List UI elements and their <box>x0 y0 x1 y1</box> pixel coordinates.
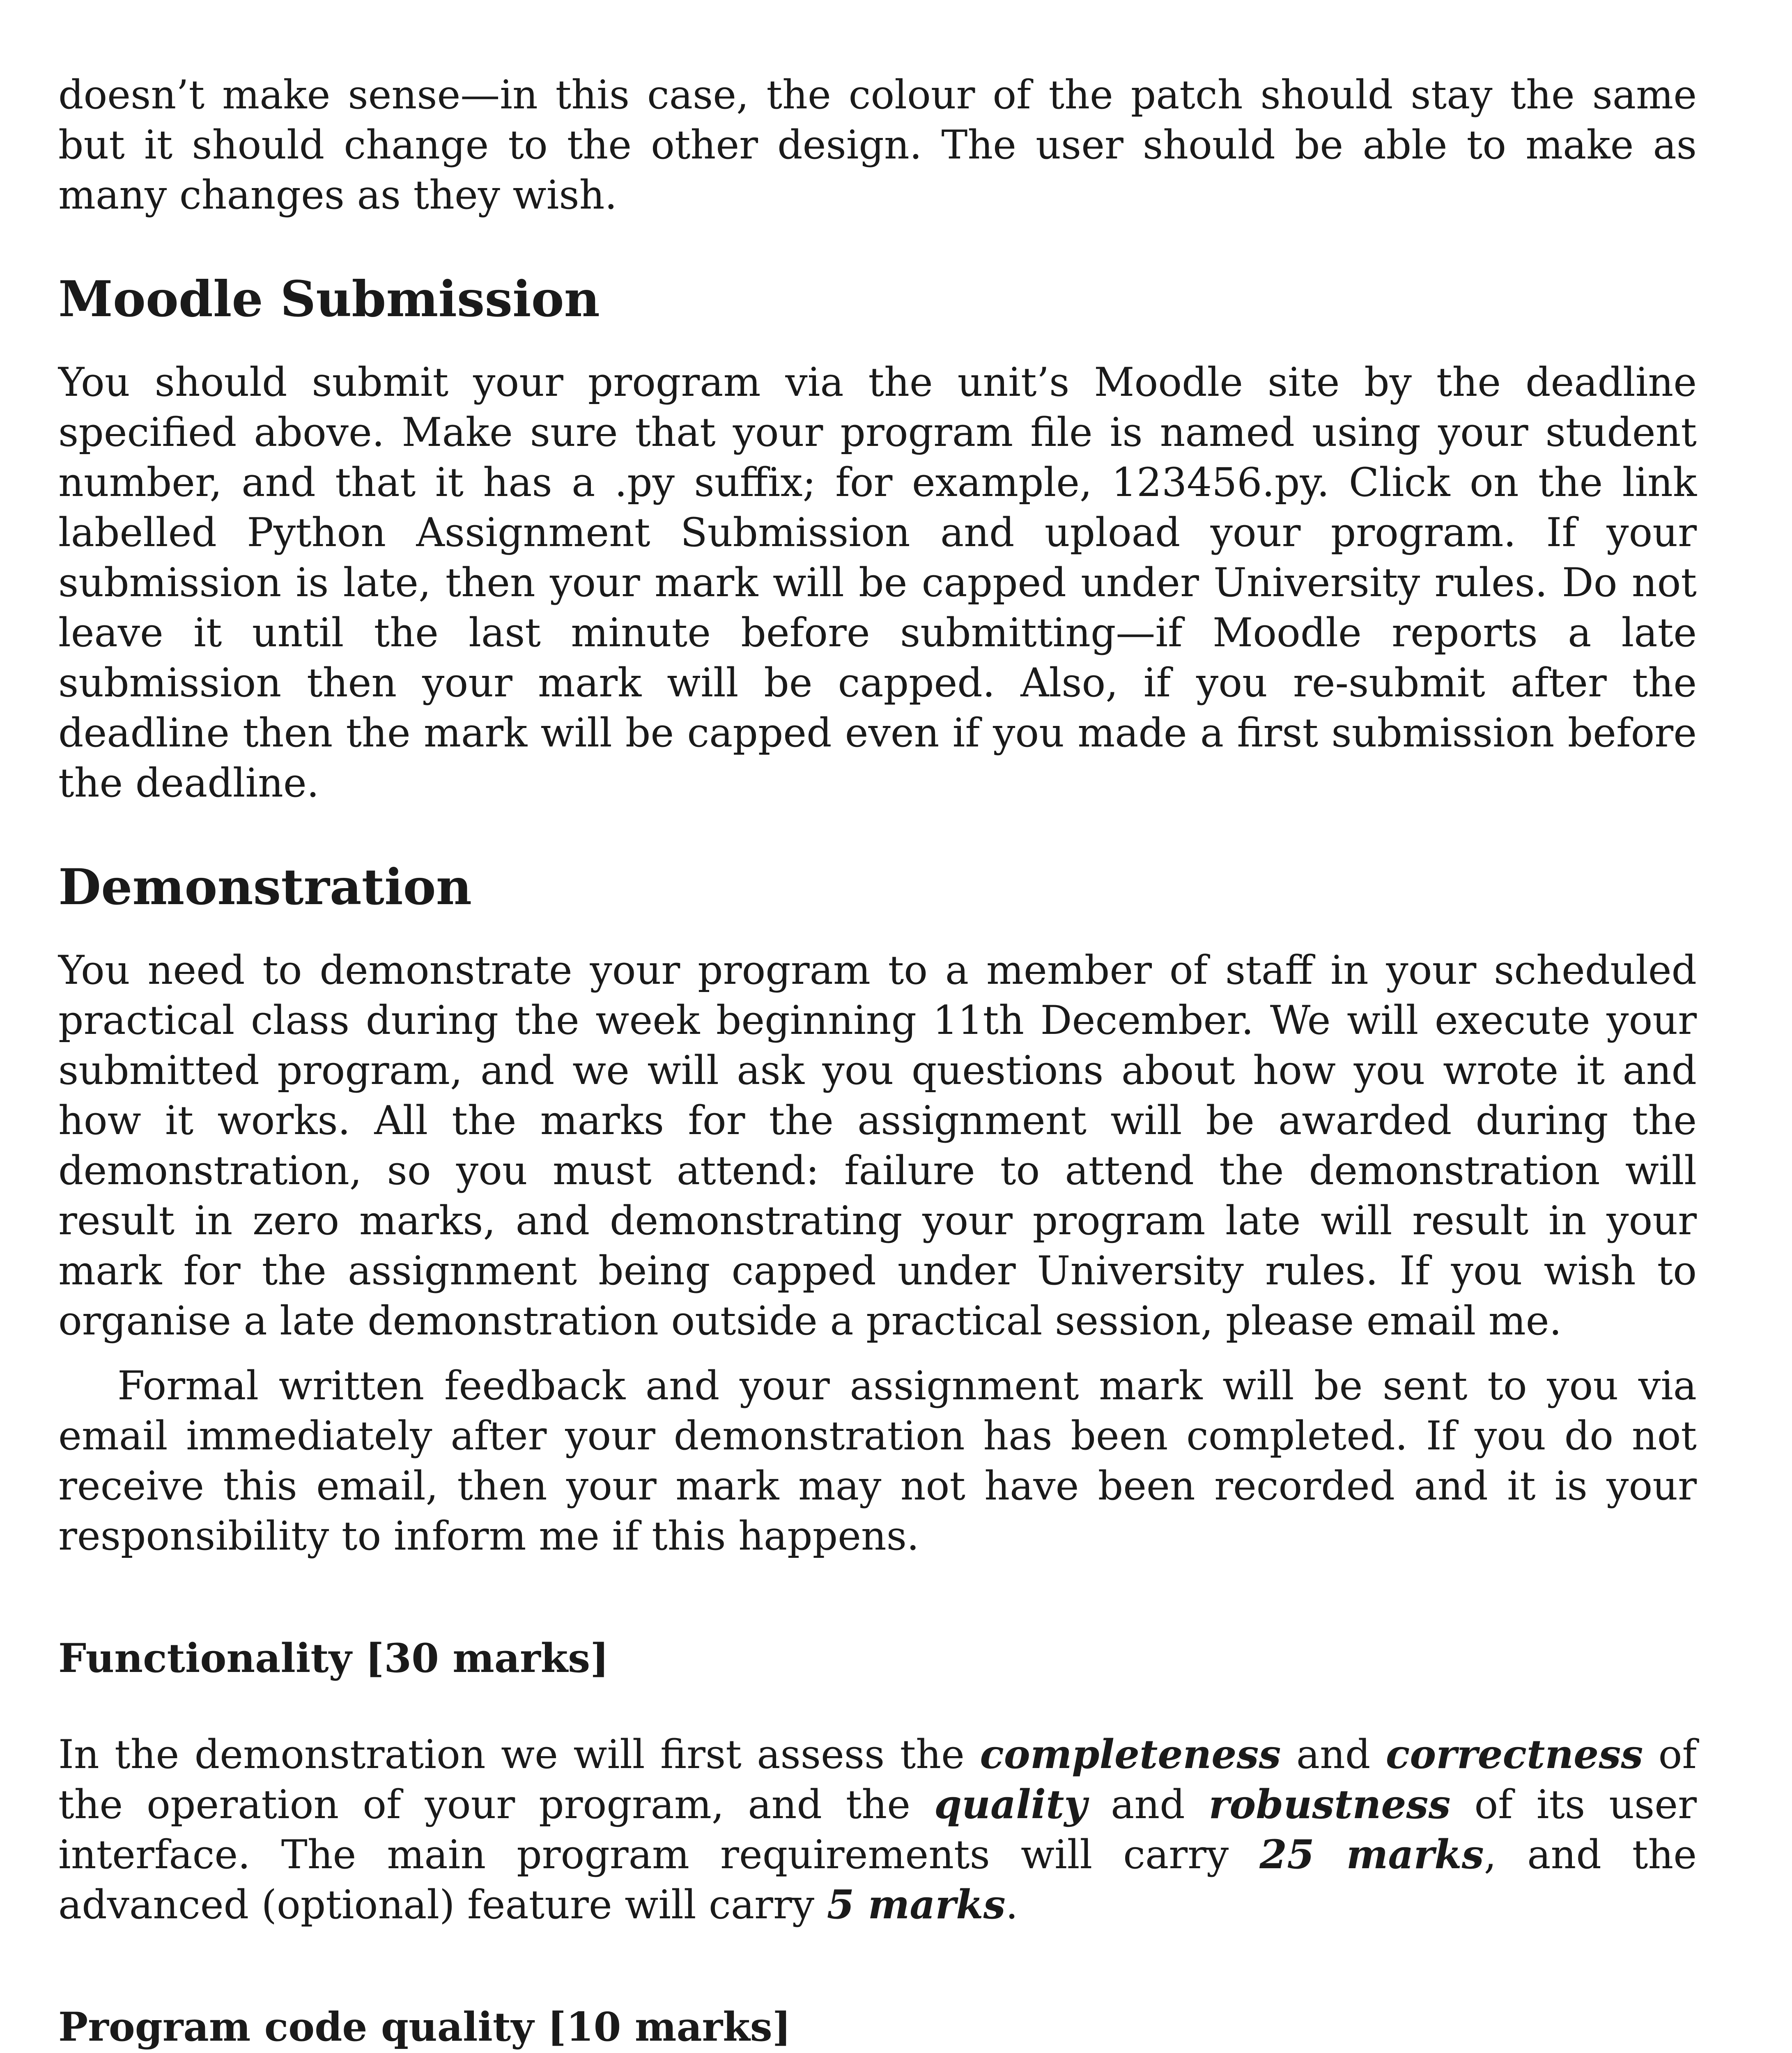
completeness-emphasis: completeness <box>980 1731 1281 1777</box>
quality-emphasis: quality <box>934 1781 1087 1828</box>
correctness-emphasis: correctness <box>1385 1731 1643 1777</box>
functionality-text-5: of its user interface. The main program requirements will carry <box>58 1782 1697 1878</box>
functionality-heading: Functionality [30 marks] <box>58 1635 609 1681</box>
advanced-marks-emphasis: 5 marks <box>827 1881 1006 1928</box>
robustness-emphasis: robustness <box>1208 1781 1451 1828</box>
intro-paragraph: doesn’t make sense—in this case, the colour of the patch should stay the same but it should change to the other design. The user should be able to make as many changes as they wish. <box>58 72 1697 218</box>
demonstration-paragraph-2: Formal written feedback and your assignment mark will be sent to you via email immediately after your demonstration has been completed. If you do not receive this email, then your mark may not have been recorded and it is your responsibility to inform me if this happens. <box>58 1363 1697 1559</box>
functionality-text-3: of the operation of your program, and the <box>58 1732 1697 1828</box>
functionality-text-6: , and the advanced (optional) feature will carry <box>58 1832 1697 1928</box>
document-page <box>58 70 1697 2053</box>
code-quality-heading: Program code quality [10 marks] <box>58 2004 791 2050</box>
main-marks-emphasis: 25 marks <box>1259 1831 1484 1878</box>
demonstration-paragraph-1: You need to demonstrate your program to a member of staff in your scheduled practical class during the week beginning 11th December. We will execute your submitted program, and we will ask you questions about how you wrote it and how it works. All the marks for the assignment will be awarded during the demonstration, so you must attend: failure to attend the demonstration will result in zero marks, and demonstrating your program late will result in your mark for the assignment being capped under University rules. If you wish to organise a late demonstration outside a practical session, please email me. <box>58 947 1697 1344</box>
functionality-text-2: and <box>1281 1732 1386 1777</box>
functionality-paragraph <box>58 1729 1697 1930</box>
functionality-text-1: In the demonstration we will first assess the <box>58 1732 980 1777</box>
functionality-text-7: . <box>1005 1882 1018 1928</box>
functionality-text-4: and <box>1087 1782 1209 1828</box>
moodle-submission-heading: Moodle Submission <box>58 270 600 328</box>
demonstration-heading: Demonstration <box>58 858 472 916</box>
moodle-submission-paragraph: You should submit your program via the unit’s Moodle site by the deadline specified above. Make sure that your program file is named using your student number, and that it has a .py suffix; for example, 123456.py. Click on the link labelled Python Assignment Submission and upload your program. If your submission is late, then your mark will be capped under University rules. Do not leave it until the last minute before submitting—if Moodle reports a late submission then your mark will be capped. Also, if you re-submit after the deadline then the mark will be capped even if you made a first submission before the deadline. <box>58 359 1697 806</box>
